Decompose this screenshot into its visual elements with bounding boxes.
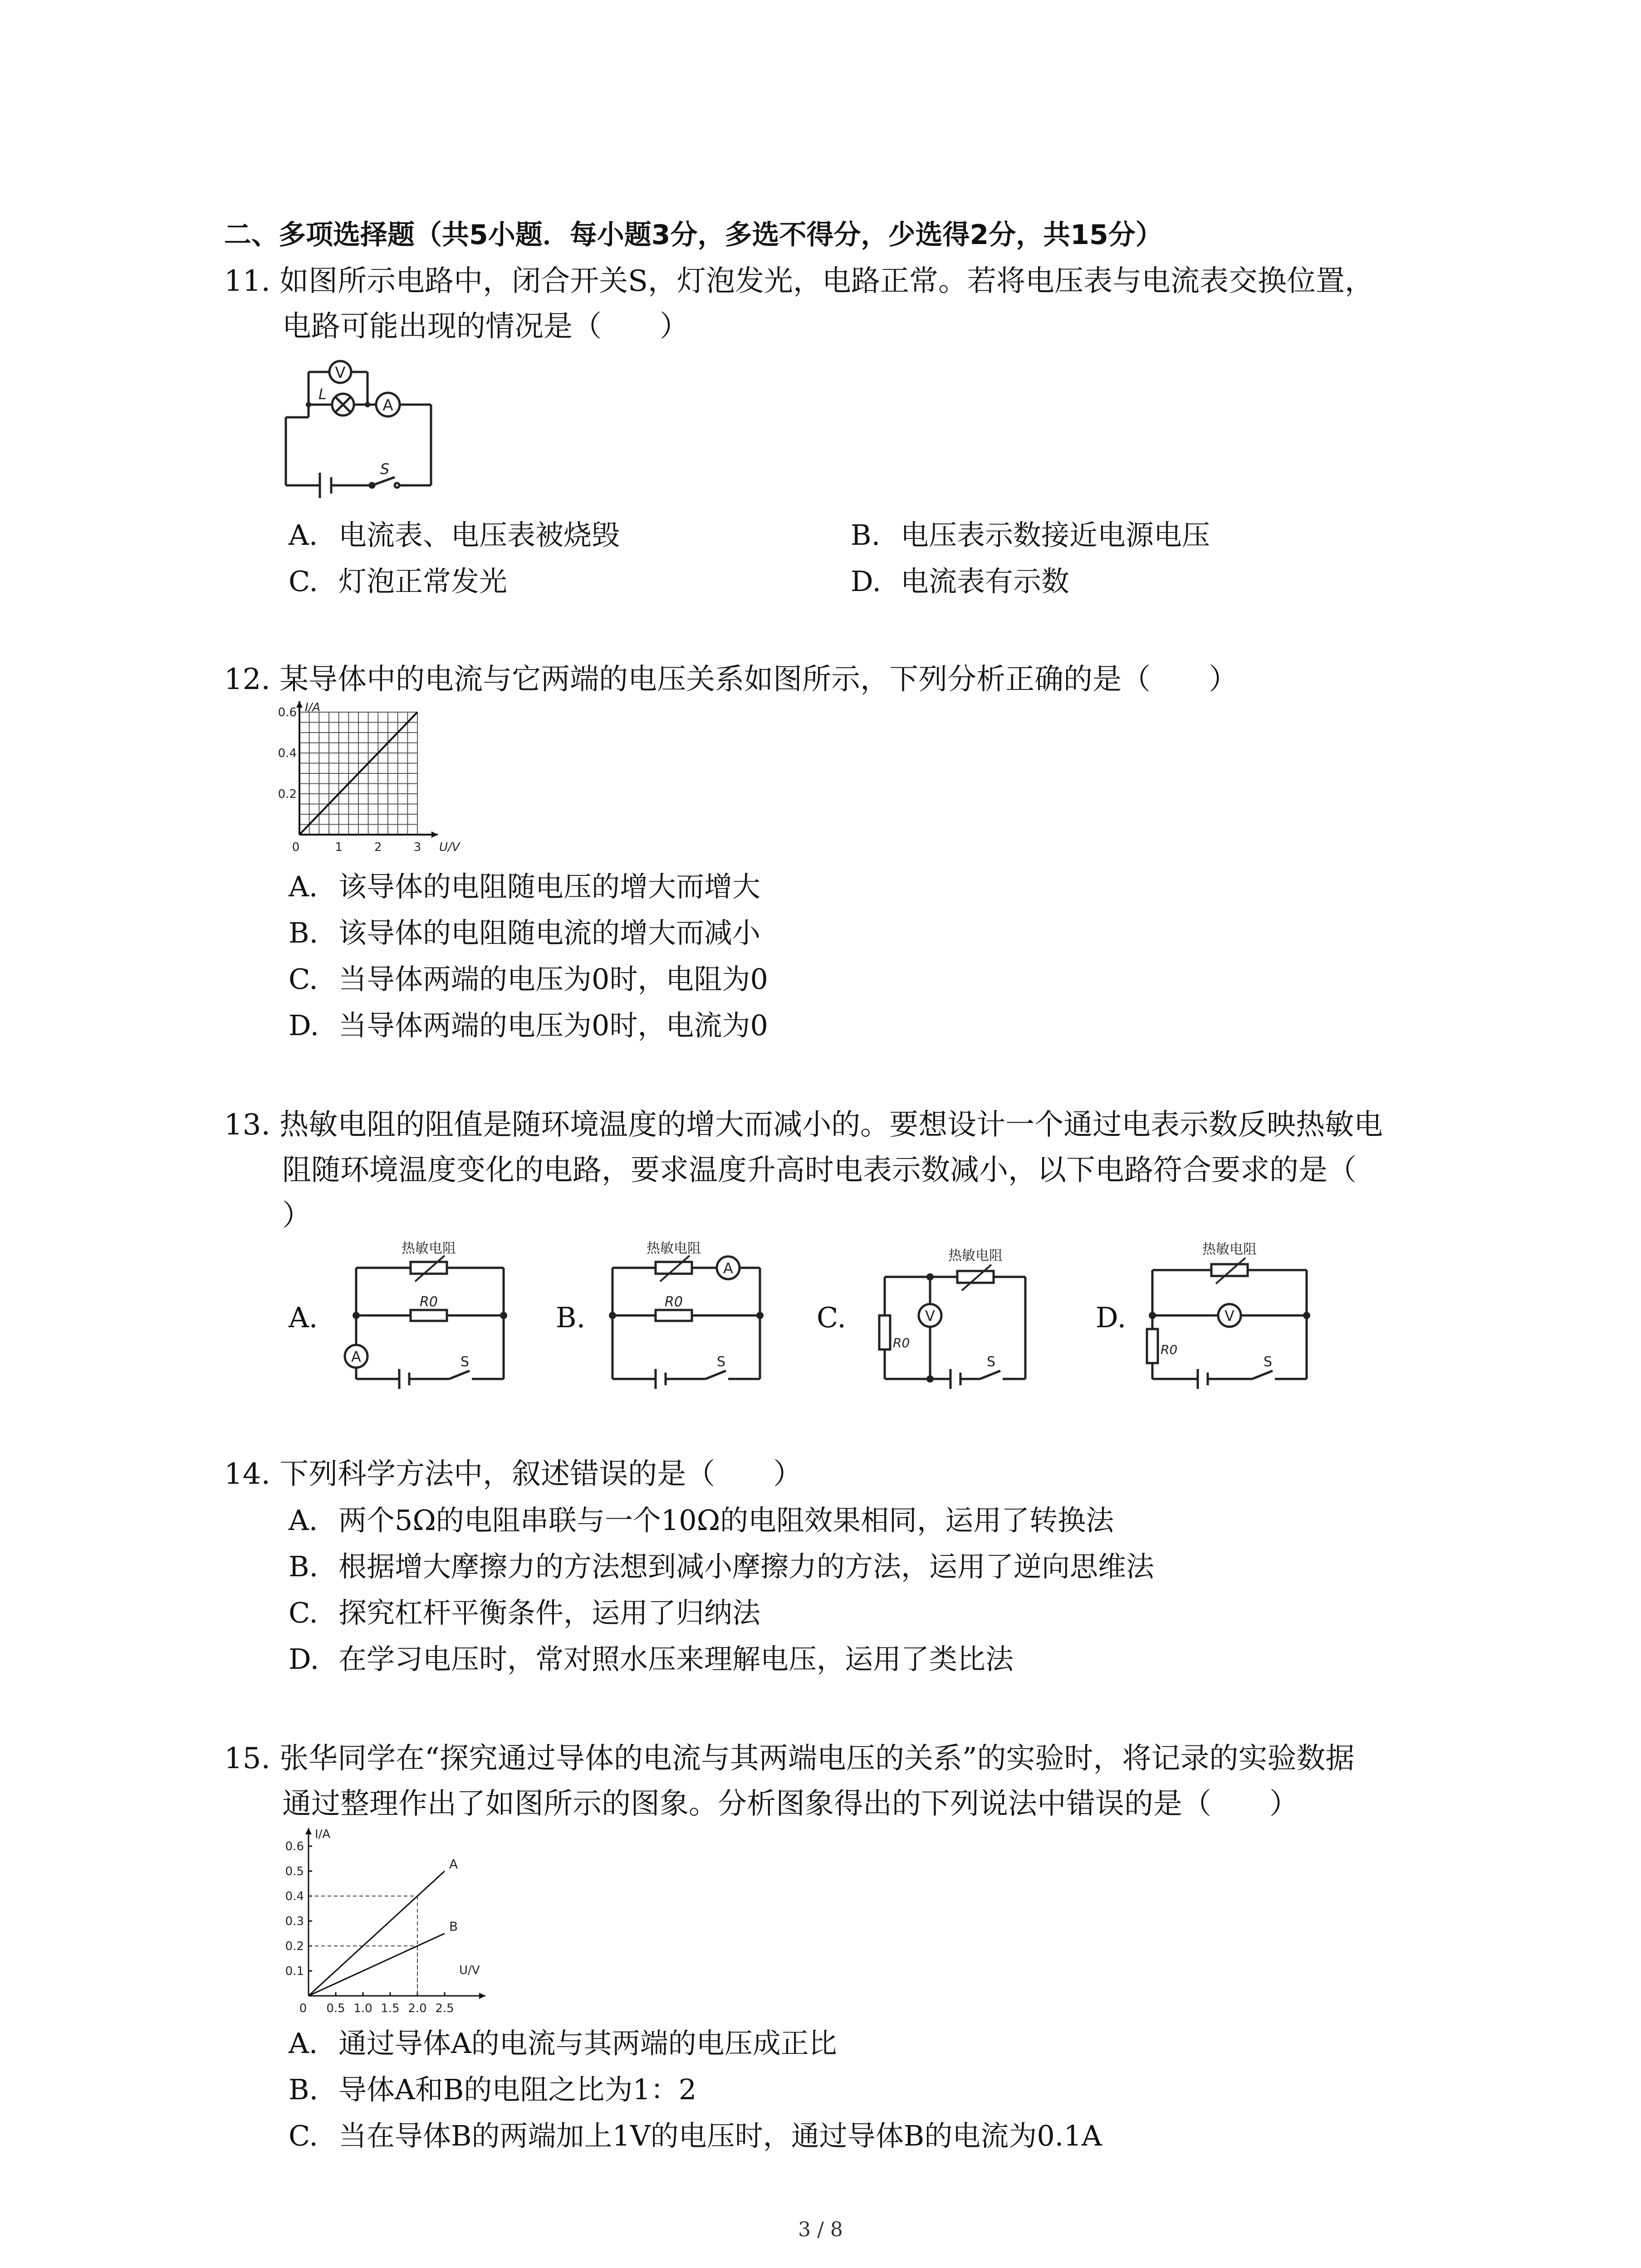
series-label-b: B: [449, 1919, 458, 1934]
question-12-line-1: [224, 657, 1238, 702]
ammeter-label: A: [382, 396, 393, 415]
switch-label: S: [717, 1354, 726, 1370]
q13-option-b-letter[interactable]: B.: [556, 1301, 586, 1334]
q15-option-b[interactable]: B. 导体A和B的电阻之比为1：2: [289, 2073, 697, 2106]
q13-circuit-c[interactable]: [871, 1243, 1062, 1397]
question-text: 某导体中的电流与它两端的电压关系如图所示，下列分析正确的是（ ）: [279, 663, 1238, 696]
y-axis-label: I/A: [305, 701, 321, 714]
q12-option-c[interactable]: C. 当导体两端的电压为0时，电阻为0: [289, 963, 768, 996]
question-number: 14.: [224, 1457, 270, 1491]
y-axis-arrow: [296, 701, 303, 708]
y-tick-label: 0.4: [285, 1890, 304, 1903]
q12-current-voltage-chart: [278, 699, 472, 862]
x-tick-label: 0: [299, 2002, 307, 2015]
q14-option-d[interactable]: D. 在学习电压时，常对照水压来理解电压，运用了类比法: [289, 1642, 1014, 1676]
q13-option-a-letter[interactable]: A.: [289, 1301, 318, 1334]
r0-label: R0: [1161, 1342, 1178, 1357]
x-tick-label: 3: [413, 841, 421, 854]
series-label-a: A: [449, 1857, 458, 1872]
q13-circuit-a[interactable]: [336, 1243, 526, 1397]
series-line-b: [309, 1934, 445, 1996]
y-tick-label: 0.2: [278, 787, 297, 801]
x-axis-label: U/V: [439, 841, 460, 854]
q12-option-b[interactable]: B. 该导体的电阻随电流的增大而减小: [289, 916, 761, 949]
question-13-line-2: 阻随环境温度变化的电路，要求温度升高时电表示数减小，以下电路符合要求的是（: [282, 1154, 1357, 1187]
y-tick-label: 0.2: [285, 1940, 304, 1953]
x-tick-label: 0.5: [326, 2002, 345, 2015]
thermistor-label: 热敏电阻: [1202, 1242, 1257, 1257]
voltmeter-label: V: [335, 364, 346, 382]
meter-label: V: [1225, 1307, 1234, 1325]
meter-label: V: [925, 1307, 935, 1325]
switch-label: S: [1264, 1354, 1273, 1370]
q13-option-d-letter[interactable]: D.: [1096, 1301, 1127, 1334]
question-number: 13.: [224, 1108, 270, 1142]
q11-option-b[interactable]: B. 电压表示数接近电源电压: [851, 518, 1210, 552]
question-text: 张华同学在“探究通过导体的电流与其两端电压的关系”的实验时，将记录的实验数据: [279, 1742, 1355, 1775]
x-axis-label: U/V: [459, 1964, 480, 1977]
question-11-line-2: 电路可能出现的情况是（ ）: [282, 310, 689, 343]
switch-label: S: [460, 1354, 470, 1370]
question-13-line-3: ）: [282, 1199, 311, 1232]
question-text: 下列科学方法中，叙述错误的是（ ）: [279, 1457, 803, 1491]
meter-label: A: [351, 1348, 361, 1365]
page-number: 3 / 8: [798, 2218, 843, 2241]
x-axis-arrow: [431, 831, 438, 838]
y-tick-label: 0.6: [285, 1840, 304, 1853]
q11-circuit-diagram: [281, 354, 445, 499]
x-tick-label: 1.0: [353, 2002, 372, 2015]
y-tick-label: 0.3: [285, 1915, 304, 1928]
thermistor-label: 热敏电阻: [402, 1241, 456, 1256]
question-15-line-2: 通过整理作出了如图所示的图象。分析图象得出的下列说法中错误的是（ ）: [282, 1787, 1298, 1821]
x-tick-label: 2: [374, 841, 382, 854]
question-number: 15.: [224, 1742, 270, 1775]
q15-current-voltage-chart: [272, 1823, 526, 2019]
q11-option-d[interactable]: D. 电流表有示数: [851, 565, 1070, 598]
question-text: 如图所示电路中，闭合开关S，灯泡发光，电路正常。若将电压表与电流表交换位置，: [279, 264, 1374, 298]
q14-option-b[interactable]: B. 根据增大摩擦力的方法想到减小摩擦力的方法，运用了逆向思维法: [289, 1550, 1155, 1583]
question-11-line-1: [224, 259, 1374, 304]
y-tick-label: 0.4: [278, 747, 297, 760]
lamp-label: L: [318, 386, 327, 403]
y-tick-label: 0.6: [278, 706, 297, 719]
q11-option-a[interactable]: A. 电流表、电压表被烧毁: [289, 518, 620, 552]
q14-option-c[interactable]: C. 探究杠杆平衡条件，运用了归纳法: [289, 1596, 761, 1629]
thermistor-label: 热敏电阻: [948, 1248, 1003, 1264]
x-tick-label: 1.5: [381, 2002, 400, 2015]
q15-option-c[interactable]: C. 当在导体B的两端加上1V的电压时，通过导体B的电流为0.1A: [289, 2119, 1102, 2152]
x-tick-label: 2.5: [435, 2002, 454, 2015]
x-tick-label: 1: [335, 841, 343, 854]
series-line-a: [309, 1871, 445, 1996]
x-axis-arrow: [479, 1993, 485, 1999]
y-axis-label: I/A: [315, 1828, 331, 1841]
q13-option-c-letter[interactable]: C.: [817, 1301, 846, 1334]
x-tick-label: 0: [292, 841, 300, 854]
q13-circuit-d[interactable]: [1139, 1243, 1329, 1397]
meter-label: A: [723, 1260, 733, 1277]
q12-option-d[interactable]: D. 当导体两端的电压为0时，电流为0: [289, 1009, 768, 1042]
y-axis-arrow: [305, 1828, 312, 1834]
switch-label: S: [987, 1354, 996, 1370]
q14-option-a[interactable]: A. 两个5Ω的电阻串联与一个10Ω的电阻效果相同，运用了转换法: [289, 1504, 1114, 1537]
question-text: 热敏电阻的阻值是随环境温度的增大而减小的。要想设计一个通过电表示数反映热敏电: [279, 1108, 1383, 1142]
r0-label: R0: [893, 1335, 910, 1350]
r0-label: R0: [665, 1294, 683, 1310]
question-number: 11.: [224, 264, 270, 298]
q15-option-a[interactable]: A. 通过导体A的电流与其两端的电压成正比: [289, 2027, 837, 2060]
x-tick-label: 2.0: [408, 2002, 427, 2015]
question-13-line-1: [224, 1102, 1383, 1148]
y-tick-label: 0.5: [285, 1865, 304, 1878]
r0-label: R0: [420, 1294, 438, 1310]
question-14-line-1: [224, 1452, 802, 1497]
section-title: 二、多项选择题（共5小题．每小题3分，多选不得分，少选得2分，共15分）: [224, 219, 1163, 251]
y-tick-label: 0.1: [285, 1965, 304, 1978]
question-15-line-1: [224, 1736, 1355, 1781]
switch-label: S: [380, 460, 390, 478]
question-number: 12.: [224, 663, 270, 696]
q11-option-c[interactable]: C. 灯泡正常发光: [289, 565, 508, 598]
q13-circuit-b[interactable]: [592, 1243, 783, 1397]
q12-option-a[interactable]: A. 该导体的电阻随电压的增大而增大: [289, 870, 761, 903]
thermistor-label: 热敏电阻: [647, 1241, 701, 1256]
